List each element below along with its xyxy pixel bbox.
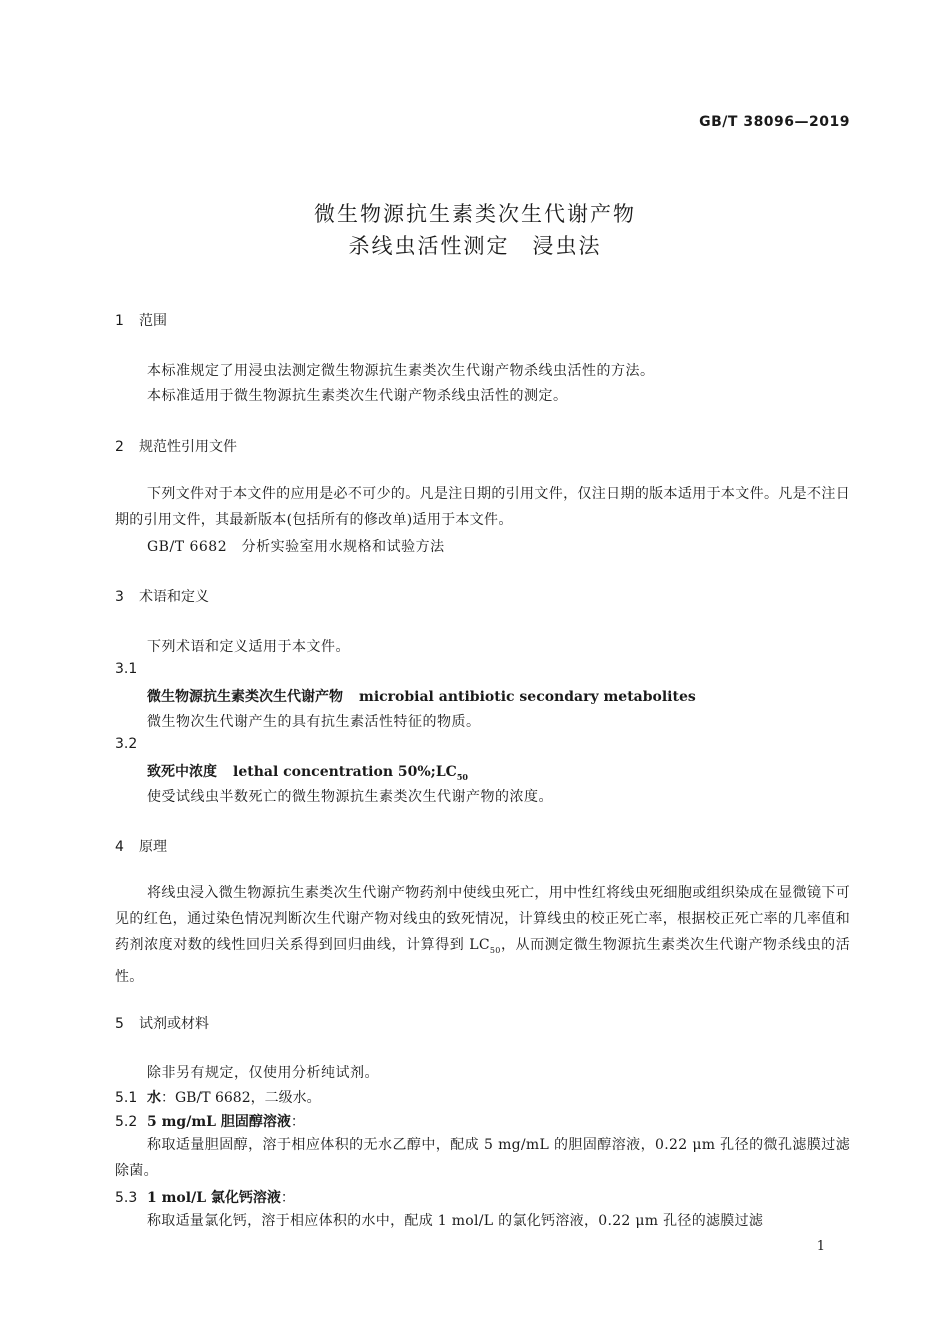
section-5-heading xyxy=(115,1013,209,1033)
section-number: 2 xyxy=(115,439,124,455)
section-title: 试剂或材料 xyxy=(139,1016,209,1032)
section-title: 原理 xyxy=(139,839,167,855)
item-5-3: 5.3 1 mol/L 氯化钙溶液： xyxy=(115,1190,295,1206)
term-chinese: 致死中浓度 xyxy=(147,764,217,780)
term-3-1-definition: 微生物次生代谢产生的具有抗生素活性特征的物质。 xyxy=(147,714,481,730)
item-5-1: 5.1 水：GB/T 6682，二级水。 xyxy=(115,1090,321,1106)
section-3-intro: 下列术语和定义适用于本文件。 xyxy=(147,639,350,655)
section-1-para-2: 本标准适用于微生物源抗生素类次生代谢产物杀线虫活性的测定。 xyxy=(147,388,568,404)
document-title-line1: 微生物源抗生素类次生代谢产物 xyxy=(314,202,636,226)
section-number: 5 xyxy=(115,1016,124,1032)
term-3-1 xyxy=(147,686,696,706)
section-title: 范围 xyxy=(139,313,167,329)
term-english: microbial antibiotic secondary metabolites xyxy=(359,689,696,705)
section-4-heading xyxy=(115,836,167,856)
normative-reference: GB/T 6682 分析实验室用水规格和试验方法 xyxy=(147,539,445,555)
section-number: 4 xyxy=(115,839,124,855)
section-2-heading xyxy=(115,436,237,456)
document-title-line2: 杀线虫活性测定 浸虫法 xyxy=(348,234,602,258)
section-5-intro: 除非另有规定，仅使用分析纯试剂。 xyxy=(147,1065,379,1081)
section-4-para-1: 将线虫浸入微生物源抗生素类次生代谢产物药剂中使线虫死亡，用中性红将线虫死细胞或组织染成在显微镜下可见的红色，通过染色情况判断次生代谢产物对线虫的致死情况，计算线虫的校正死亡率，根据校正死亡率的几率值和药剂浓度对数的线性回归关系得到回归曲线，计算得到 $LC_{50}$，从而测定微生物源抗生素类次生代谢产物杀线虫的活性。 xyxy=(115,885,851,985)
item-5-3-text: 称取适量氯化钙，溶于相应体积的水中，配成 1 mol/L 的氯化钙溶液，0.22 μm 孔径的滤膜过滤 xyxy=(147,1213,764,1229)
standard-number: GB/T 38096—2019 xyxy=(699,114,850,130)
term-english: lethal concentration $50\%;LC_{50}$ xyxy=(233,764,468,782)
section-number: 3 xyxy=(115,589,124,605)
item-5-2: 5.2 5 mg/mL 胆固醇溶液： xyxy=(115,1114,305,1130)
section-1-heading xyxy=(115,310,167,330)
page-number: 1 xyxy=(816,1239,825,1254)
term-3-2 xyxy=(147,761,468,782)
section-3-heading xyxy=(115,586,209,606)
section-1-para-1: 本标准规定了用浸虫法测定微生物源抗生素类次生代谢产物杀线虫活性的方法。 xyxy=(147,363,655,379)
term-3-1-number: 3.1 xyxy=(115,661,138,677)
section-2-para-1: 下列文件对于本文件的应用是必不可少的。凡是注日期的引用文件，仅注日期的版本适用于本文件。凡是不注日期的引用文件，其最新版本(包括所有的修改单)适用于本文件。 xyxy=(115,486,850,528)
item-5-2-text: 称取适量胆固醇，溶于相应体积的无水乙醇中，配成 5 mg/mL 的胆固醇溶液，0.22 μm 孔径的微孔滤膜过滤除菌。 xyxy=(115,1137,850,1179)
term-3-2-definition: 使受试线虫半数死亡的微生物源抗生素类次生代谢产物的浓度。 xyxy=(147,789,553,805)
section-number: 1 xyxy=(115,313,124,329)
section-title: 术语和定义 xyxy=(139,589,209,605)
section-title: 规范性引用文件 xyxy=(139,439,237,455)
term-3-2-number: 3.2 xyxy=(115,736,138,752)
term-chinese: 微生物源抗生素类次生代谢产物 xyxy=(147,689,343,705)
